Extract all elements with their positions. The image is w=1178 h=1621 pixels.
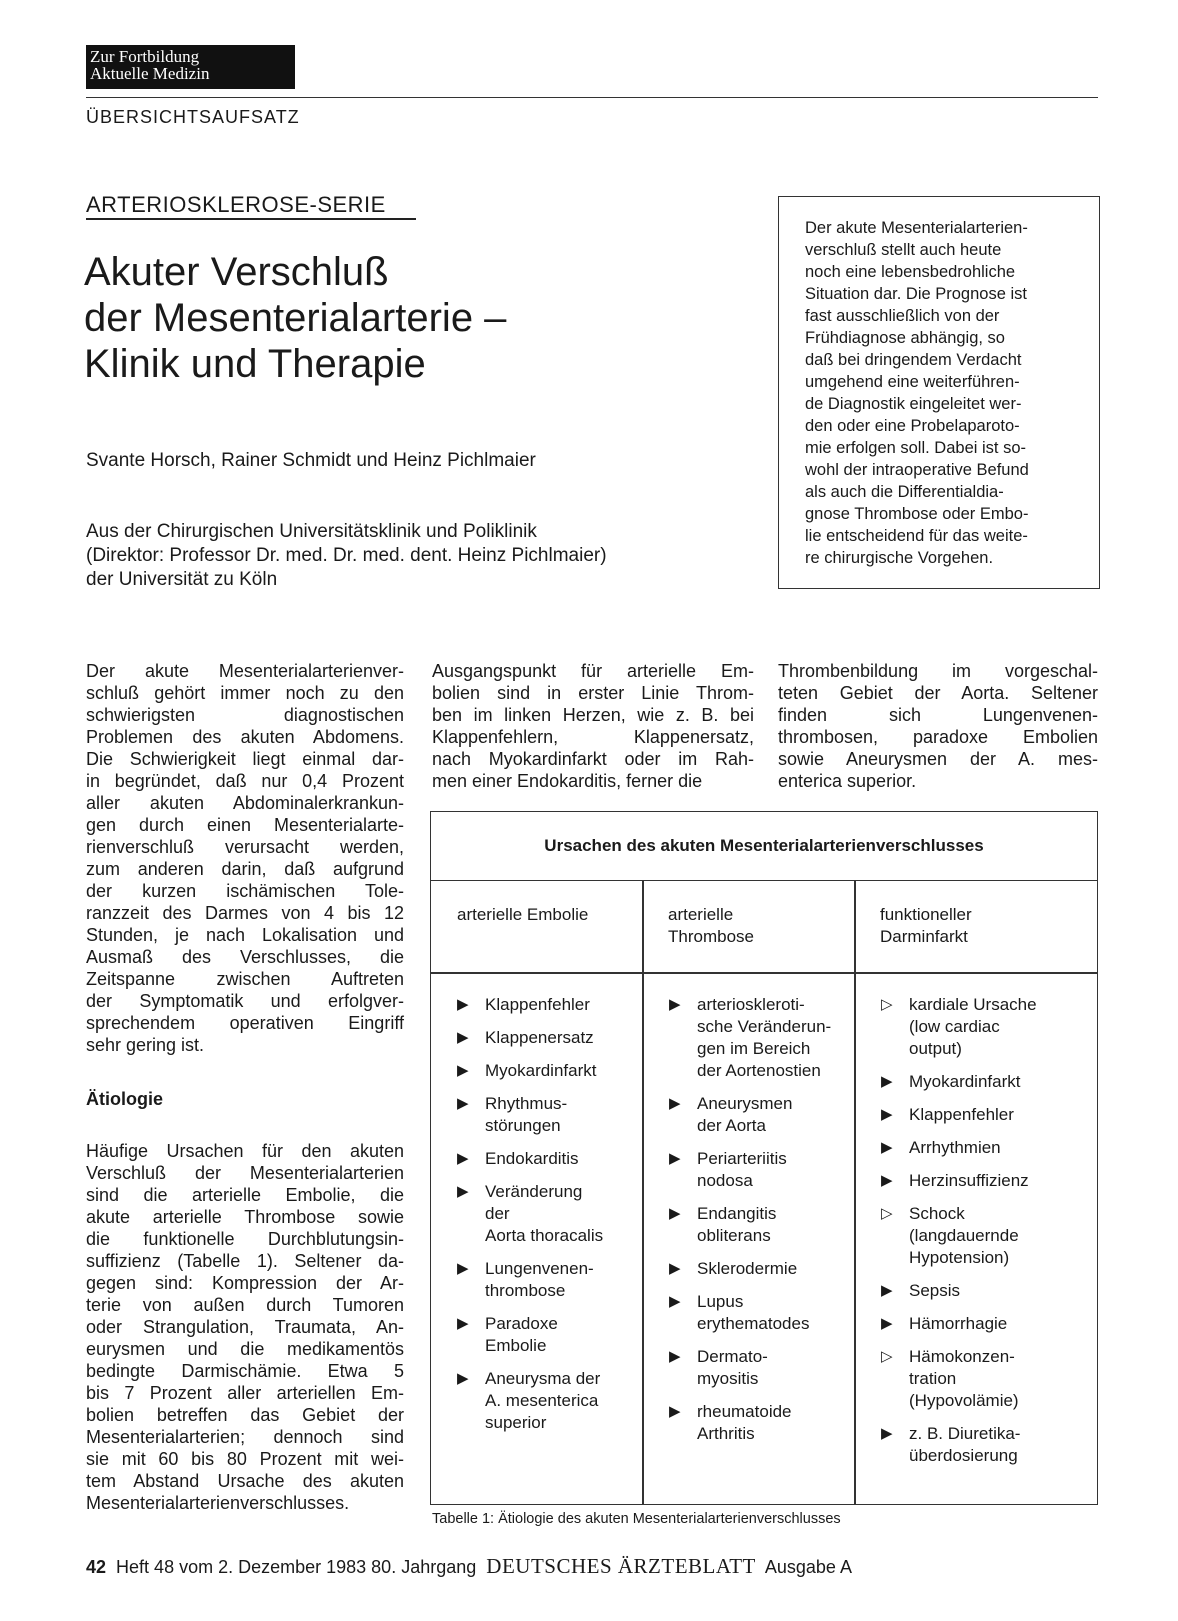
text-line: Der akute Mesenterialarterienver- bbox=[86, 661, 404, 681]
item-text: thrombose bbox=[485, 1281, 566, 1300]
title-line: Akuter Verschluß bbox=[84, 250, 389, 294]
text-line: daß bei dringendem Verdacht bbox=[805, 351, 1022, 369]
table-list-item bbox=[455, 1060, 603, 1082]
item-text: erythematodes bbox=[697, 1314, 810, 1333]
section-heading: Ätiologie bbox=[86, 1089, 163, 1109]
table-list-item bbox=[879, 1203, 1037, 1269]
open-triangle-icon: ▷ bbox=[881, 996, 893, 1013]
page-number: 42 bbox=[86, 1557, 107, 1577]
text-line: Situation dar. Die Prognose ist bbox=[805, 285, 1027, 303]
text-line: der Symptomatik und erfolgver- bbox=[86, 991, 404, 1011]
item-text: Hämorrhagie bbox=[909, 1314, 1008, 1333]
filled-triangle-icon: ▶ bbox=[881, 1282, 893, 1299]
series-label: ARTERIOSKLEROSE-SERIE bbox=[86, 192, 386, 217]
title-line: der Mesenterialarterie – bbox=[84, 296, 507, 340]
authors: Svante Horsch, Rainer Schmidt und Heinz Pichlmaier bbox=[86, 450, 536, 471]
text-line: Ausmaß des Verschlusses, die bbox=[86, 947, 404, 967]
item-text: Aneurysmen bbox=[697, 1094, 793, 1113]
filled-triangle-icon: ▶ bbox=[457, 1183, 469, 1200]
item-text: Sklerodermie bbox=[697, 1259, 798, 1278]
item-text: myositis bbox=[697, 1369, 759, 1388]
filled-triangle-icon: ▶ bbox=[881, 1315, 893, 1332]
table-title: Ursachen des akuten Mesenterialarterienverschlusses bbox=[431, 812, 1097, 881]
table-list-item bbox=[455, 1148, 603, 1170]
text-line: Häufige Ursachen für den akuten bbox=[86, 1141, 404, 1161]
text-line: thrombosen, paradoxe Embolien bbox=[778, 727, 1098, 747]
table-list-item bbox=[667, 1346, 831, 1390]
table-header-cell bbox=[457, 904, 588, 926]
filled-triangle-icon: ▶ bbox=[669, 1150, 681, 1167]
table-list-item bbox=[455, 1093, 603, 1137]
filled-triangle-icon: ▶ bbox=[457, 996, 469, 1013]
text-line: der kurzen ischämischen Tole- bbox=[86, 881, 404, 901]
table-column bbox=[879, 994, 1037, 1478]
etiology-paragraph bbox=[86, 1140, 404, 1514]
table-list-item bbox=[879, 1137, 1037, 1159]
text-line: die funktionelle Durchblutungsin- bbox=[86, 1229, 404, 1249]
affiliation-line: Aus der Chirurgischen Universitätsklinik und Poliklinik bbox=[86, 521, 537, 542]
item-text: Sepsis bbox=[909, 1281, 961, 1300]
intro-paragraph bbox=[86, 660, 404, 1056]
item-text: Lungenvenen- bbox=[485, 1259, 594, 1278]
text-line: nach Myokardinfarkt oder im Rah- bbox=[432, 749, 754, 769]
text-line: re chirurgische Vorgehen. bbox=[805, 549, 994, 567]
text-line: bedingte Darmischämie. Etwa 5 bbox=[86, 1361, 404, 1381]
item-text: superior bbox=[485, 1413, 547, 1432]
etiology-table bbox=[430, 811, 1098, 1505]
text-line: gegen sind: Kompression der Ar- bbox=[86, 1273, 404, 1293]
text-column-2 bbox=[432, 660, 754, 792]
filled-triangle-icon: ▶ bbox=[881, 1073, 893, 1090]
item-text: Hypotension) bbox=[909, 1248, 1010, 1267]
item-text: nodosa bbox=[697, 1171, 753, 1190]
item-text: Hämokonzen- bbox=[909, 1347, 1015, 1366]
item-text: Lupus bbox=[697, 1292, 744, 1311]
table-list-item bbox=[667, 1093, 831, 1137]
item-text: Veränderung bbox=[485, 1182, 583, 1201]
text-line: Problemen des akuten Abdomens. bbox=[86, 727, 404, 747]
text-line: zum anderen darin, daß aufgrund bbox=[86, 859, 404, 879]
item-text: Aneurysma der bbox=[485, 1369, 601, 1388]
affiliation bbox=[86, 520, 607, 592]
item-text: (low cardiac bbox=[909, 1017, 1000, 1036]
item-text: Myokardinfarkt bbox=[485, 1061, 597, 1080]
item-text: Arthritis bbox=[697, 1424, 755, 1443]
affiliation-line: (Direktor: Professor Dr. med. Dr. med. dent. Heinz Pichlmaier) bbox=[86, 545, 607, 566]
text-line: suffizienz (Tabelle 1). Seltener da- bbox=[86, 1251, 404, 1271]
text-line: Thrombenbildung im vorgeschal- bbox=[778, 661, 1098, 681]
item-text: überdosierung bbox=[909, 1446, 1018, 1465]
text-line: akute arterielle Thrombose sowie bbox=[86, 1207, 404, 1227]
table-list-item bbox=[879, 1104, 1037, 1126]
table-header-cell bbox=[668, 904, 754, 948]
text-column-1 bbox=[86, 660, 404, 1514]
issue-info: Heft 48 vom 2. Dezember 1983 80. Jahrgang bbox=[116, 1557, 477, 1577]
item-text: der Aorta bbox=[697, 1116, 766, 1135]
table-list-item bbox=[879, 1313, 1037, 1335]
item-text: z. B. Diuretika- bbox=[909, 1424, 1021, 1443]
text-line: sehr gering ist. bbox=[86, 1035, 205, 1055]
text-line: sowie Aneurysmen der A. mes- bbox=[778, 749, 1098, 769]
filled-triangle-icon: ▶ bbox=[457, 1062, 469, 1079]
filled-triangle-icon: ▶ bbox=[669, 1348, 681, 1365]
item-text: obliterans bbox=[697, 1226, 771, 1245]
table-header-cell bbox=[880, 904, 972, 948]
item-text: output) bbox=[909, 1039, 962, 1058]
item-text: rheumatoide bbox=[697, 1402, 792, 1421]
table-list-item bbox=[455, 994, 603, 1016]
filled-triangle-icon: ▶ bbox=[457, 1150, 469, 1167]
filled-triangle-icon: ▶ bbox=[457, 1370, 469, 1387]
item-text: arterioskleroti- bbox=[697, 995, 805, 1014]
table-list-item bbox=[879, 1423, 1037, 1467]
filled-triangle-icon: ▶ bbox=[457, 1095, 469, 1112]
text-line: teten Gebiet der Aorta. Seltener bbox=[778, 683, 1098, 703]
text-line: Verschluß der Mesenterialarterien bbox=[86, 1163, 404, 1183]
journal-name: DEUTSCHES ÄRZTEBLATT bbox=[486, 1554, 756, 1578]
top-rule bbox=[86, 97, 1098, 98]
text-line: Mesenterialarterien; dennoch sind bbox=[86, 1427, 404, 1447]
filled-triangle-icon: ▶ bbox=[881, 1172, 893, 1189]
text-line: Zeitspanne zwischen Auftreten bbox=[86, 969, 404, 989]
table-list-item bbox=[667, 994, 831, 1082]
table-list-item bbox=[879, 1346, 1037, 1412]
affiliation-line: der Universität zu Köln bbox=[86, 569, 278, 590]
item-text: Embolie bbox=[485, 1336, 547, 1355]
table-list-item bbox=[667, 1291, 831, 1335]
filled-triangle-icon: ▶ bbox=[457, 1315, 469, 1332]
article-title bbox=[84, 249, 506, 387]
table-caption: Tabelle 1: Ätiologie des akuten Mesenterialarterienverschlusses bbox=[432, 1511, 841, 1527]
table-list-item bbox=[667, 1401, 831, 1445]
item-text: Herzinsuffizienz bbox=[909, 1171, 1029, 1190]
item-text: Rhythmus- bbox=[485, 1094, 568, 1113]
table-column bbox=[455, 994, 603, 1445]
item-text: (Hypovolämie) bbox=[909, 1391, 1019, 1410]
table-divider bbox=[854, 880, 856, 1504]
table-list-item bbox=[455, 1027, 603, 1049]
badge-line: Aktuelle Medizin bbox=[90, 64, 210, 83]
text-line: sie mit 60 bis 80 Prozent mit wei- bbox=[86, 1449, 404, 1469]
item-text: der bbox=[485, 1204, 510, 1223]
text-line: men einer Endokarditis, ferner die bbox=[432, 771, 703, 791]
table-list-item bbox=[455, 1258, 603, 1302]
text-line: rienverschluß verursacht werden, bbox=[86, 837, 404, 857]
item-text: störungen bbox=[485, 1116, 561, 1135]
table-list-item bbox=[879, 1280, 1037, 1302]
text-line: schluß gehört immer noch zu den bbox=[86, 683, 404, 703]
item-text: Klappenersatz bbox=[485, 1028, 594, 1047]
header-line: arterielle bbox=[668, 905, 734, 924]
kicker: ÜBERSICHTSAUFSATZ bbox=[86, 107, 300, 127]
text-line: bolien sind in erster Linie Throm- bbox=[432, 683, 754, 703]
text-line: schwierigsten diagnostischen bbox=[86, 705, 404, 725]
item-text: Myokardinfarkt bbox=[909, 1072, 1021, 1091]
item-text: Schock bbox=[909, 1204, 965, 1223]
text-line: noch eine lebensbedrohliche bbox=[805, 263, 1016, 281]
table-header-rule bbox=[431, 972, 1097, 974]
filled-triangle-icon: ▶ bbox=[669, 1293, 681, 1310]
text-line: gnose Thrombose oder Embo- bbox=[805, 505, 1029, 523]
item-text: sche Veränderun- bbox=[697, 1017, 832, 1036]
item-text: der Aortenostien bbox=[697, 1061, 821, 1080]
table-list-item bbox=[455, 1313, 603, 1357]
item-text: tration bbox=[909, 1369, 957, 1388]
item-text: Aorta thoracalis bbox=[485, 1226, 604, 1245]
text-line: aller akuten Abdominalerkrankun- bbox=[86, 793, 404, 813]
text-line: finden sich Lungenvenen- bbox=[778, 705, 1098, 725]
table-list-item bbox=[667, 1148, 831, 1192]
text-line: mie erfolgen soll. Dabei ist so- bbox=[805, 439, 1027, 457]
text-line: bolien betreffen das Gebiet der bbox=[86, 1405, 404, 1425]
table-list-item bbox=[455, 1181, 603, 1247]
text-line: als auch die Differentialdia- bbox=[805, 483, 1004, 501]
item-text: Klappenfehler bbox=[909, 1105, 1014, 1124]
text-line: sprechendem operativen Eingriff bbox=[86, 1013, 404, 1033]
abstract-box bbox=[778, 196, 1100, 589]
table-list-item bbox=[667, 1258, 831, 1280]
table-list-item bbox=[879, 1071, 1037, 1093]
item-text: Endangitis bbox=[697, 1204, 777, 1223]
text-line: bis 7 Prozent aller arteriellen Em- bbox=[86, 1383, 404, 1403]
open-triangle-icon: ▷ bbox=[881, 1348, 893, 1365]
text-line: Ausgangspunkt für arterielle Em- bbox=[432, 661, 754, 681]
filled-triangle-icon: ▶ bbox=[457, 1260, 469, 1277]
filled-triangle-icon: ▶ bbox=[881, 1139, 893, 1156]
title-line: Klinik und Therapie bbox=[84, 342, 426, 386]
table-column bbox=[667, 994, 831, 1456]
text-line: Mesenterialarterienverschlusses. bbox=[86, 1493, 350, 1513]
item-text: Arrhythmien bbox=[909, 1138, 1001, 1157]
text-line: Frühdiagnose abhängig, so bbox=[805, 329, 1005, 347]
open-triangle-icon: ▷ bbox=[881, 1205, 893, 1222]
item-text: Paradoxe bbox=[485, 1314, 558, 1333]
text-line: ben im linken Herzen, wie z. B. bei bbox=[432, 705, 754, 725]
item-text: Dermato- bbox=[697, 1347, 768, 1366]
badge-line: Zur Fortbildung bbox=[90, 47, 200, 66]
series-underline bbox=[86, 218, 416, 220]
text-line: enterica superior. bbox=[778, 771, 917, 791]
text-line: verschluß stellt auch heute bbox=[805, 241, 1002, 259]
text-line: fast ausschließlich von der bbox=[805, 307, 1000, 325]
section-badge bbox=[86, 45, 295, 89]
item-text: Periarteriitis bbox=[697, 1149, 787, 1168]
header-line: Thrombose bbox=[668, 927, 754, 946]
filled-triangle-icon: ▶ bbox=[669, 1403, 681, 1420]
item-text: (langdauernde bbox=[909, 1226, 1019, 1245]
filled-triangle-icon: ▶ bbox=[457, 1029, 469, 1046]
text-line: sind die arterielle Embolie, die bbox=[86, 1185, 404, 1205]
table-list-item bbox=[879, 1170, 1037, 1192]
item-text: Endokarditis bbox=[485, 1149, 579, 1168]
text-line: ranzzeit des Darmes von 4 bis 12 bbox=[86, 903, 404, 923]
table-list-item bbox=[455, 1368, 603, 1434]
table-list-item bbox=[879, 994, 1037, 1060]
item-text: kardiale Ursache bbox=[909, 995, 1037, 1014]
text-line: tem Abstand Ursache des akuten bbox=[86, 1471, 404, 1491]
filled-triangle-icon: ▶ bbox=[881, 1425, 893, 1442]
table-divider bbox=[642, 880, 644, 1504]
text-line: gen durch einen Mesenterialarte- bbox=[86, 815, 404, 835]
text-line: oder Strangulation, Traumata, An- bbox=[86, 1317, 404, 1337]
item-text: gen im Bereich bbox=[697, 1039, 811, 1058]
text-line: lie entscheidend für das weite- bbox=[805, 527, 1028, 545]
text-line: Klappenfehlern, Klappenersatz, bbox=[432, 727, 754, 747]
text-column-3 bbox=[778, 660, 1098, 792]
filled-triangle-icon: ▶ bbox=[669, 1095, 681, 1112]
item-text: Klappenfehler bbox=[485, 995, 590, 1014]
text-line: terie von außen durch Tumoren bbox=[86, 1295, 404, 1315]
page-footer bbox=[86, 1554, 852, 1579]
filled-triangle-icon: ▶ bbox=[669, 1205, 681, 1222]
filled-triangle-icon: ▶ bbox=[881, 1106, 893, 1123]
text-line: umgehend eine weiterführen- bbox=[805, 373, 1020, 391]
edition: Ausgabe A bbox=[764, 1557, 852, 1577]
filled-triangle-icon: ▶ bbox=[669, 1260, 681, 1277]
text-line: de Diagnostik eingeleitet wer- bbox=[805, 395, 1022, 413]
text-line: den oder eine Probelaparoto- bbox=[805, 417, 1020, 435]
header-line: Darminfarkt bbox=[880, 927, 968, 946]
text-line: eurysmen und die medikamentös bbox=[86, 1339, 404, 1359]
item-text: A. mesenterica bbox=[485, 1391, 599, 1410]
text-line: Stunden, je nach Lokalisation und bbox=[86, 925, 404, 945]
text-line: wohl der intraoperative Befund bbox=[805, 461, 1029, 479]
header-line: funktioneller bbox=[880, 905, 972, 924]
text-line: Der akute Mesenterialarterien- bbox=[805, 219, 1028, 237]
text-line: in begründet, daß nur 0,4 Prozent bbox=[86, 771, 404, 791]
table-list-item bbox=[667, 1203, 831, 1247]
text-line: Die Schwierigkeit liegt einmal dar- bbox=[86, 749, 404, 769]
filled-triangle-icon: ▶ bbox=[669, 996, 681, 1013]
header-line: arterielle Embolie bbox=[457, 905, 589, 924]
